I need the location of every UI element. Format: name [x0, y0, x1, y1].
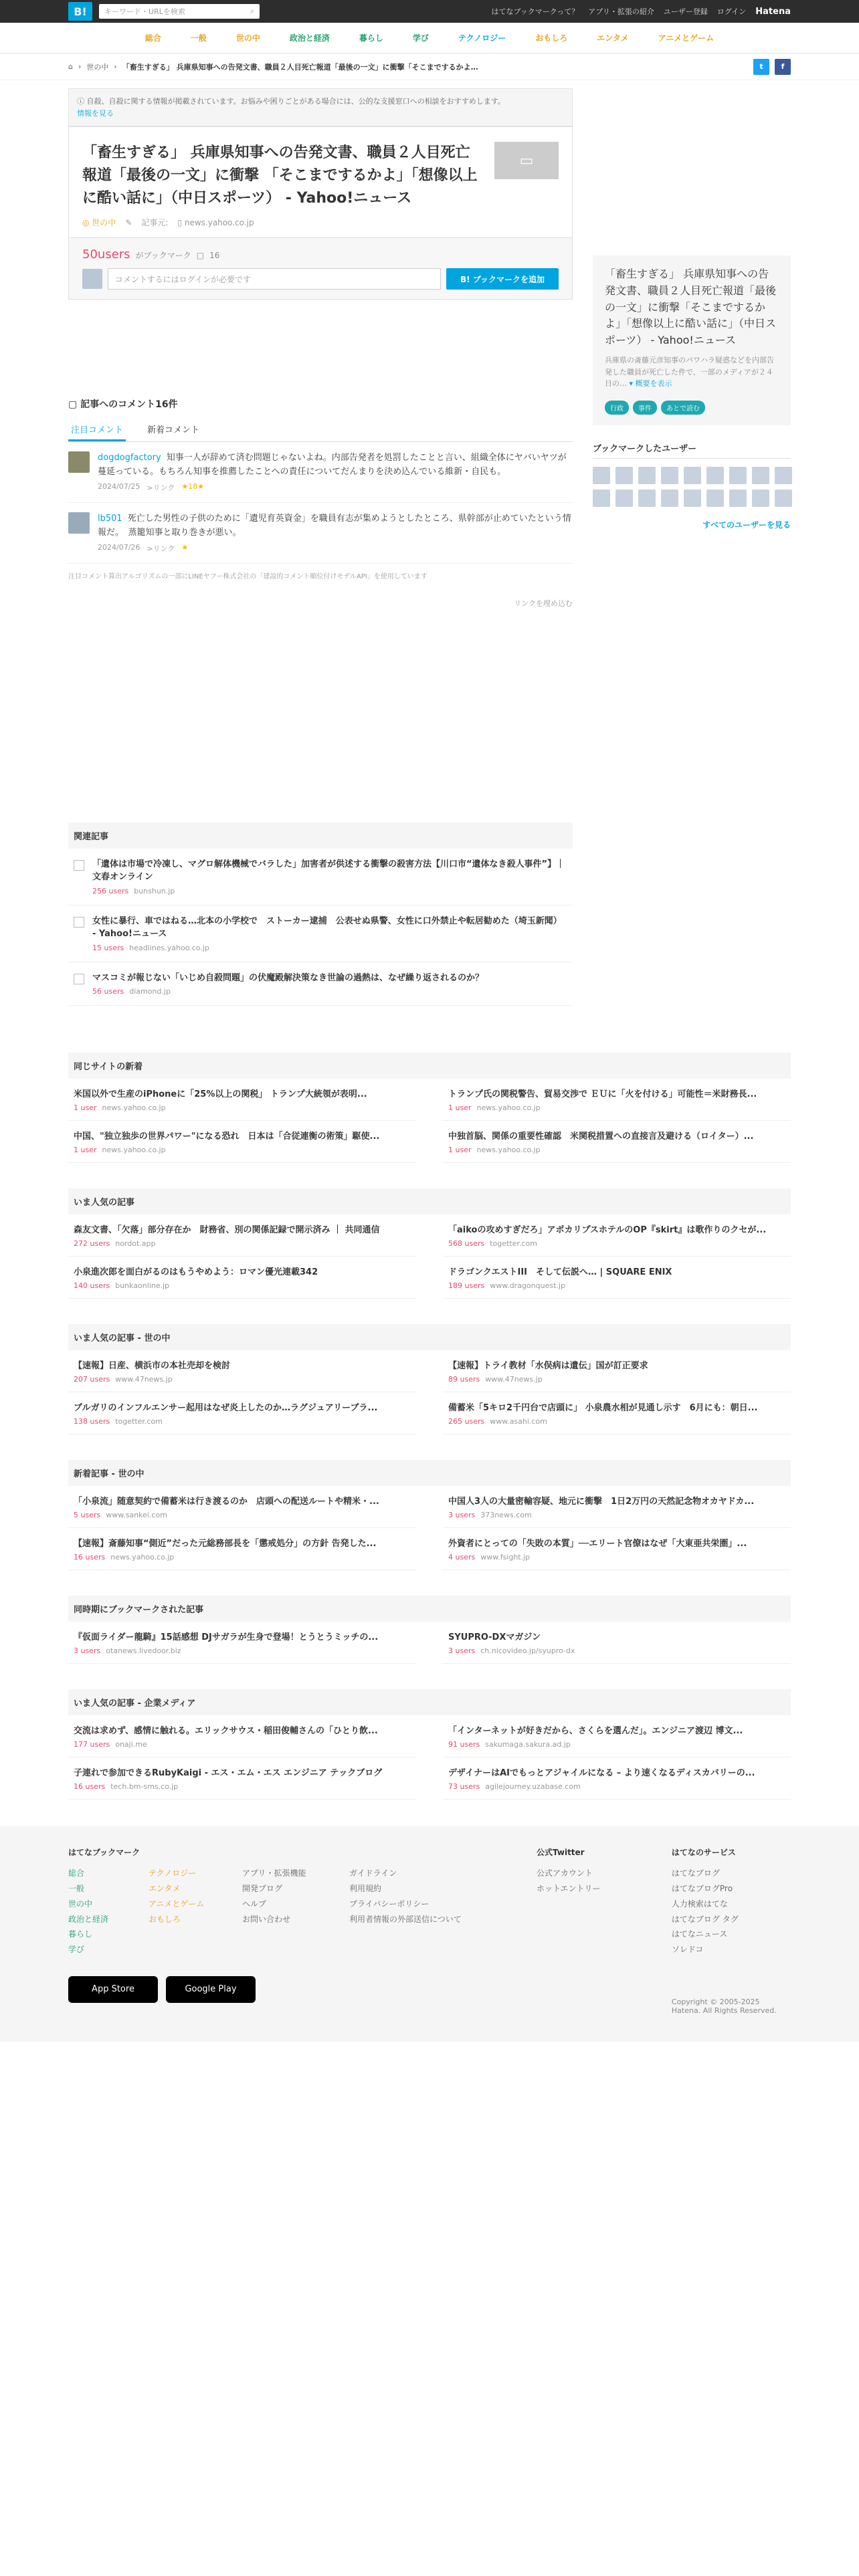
article-title[interactable]: 交流は求めず、感情に触れる。エリックサウス・稲田俊輔さんの「ひとり飲... [74, 1726, 378, 1737]
avatar [82, 269, 102, 289]
avatar[interactable] [638, 490, 656, 507]
bookmark-users-heading: ブックマークしたユーザー [593, 437, 791, 459]
list-item[interactable] [68, 1622, 416, 1664]
footer-link[interactable]: はてなニュース [671, 1929, 728, 1939]
article-title[interactable]: ブルガリのインフルエンサー起用はなぜ炎上したのか…ラグジュアリーブラ... [74, 1403, 378, 1414]
block-heading: いま人気の記事 - 世の中 [68, 1324, 791, 1350]
embed-link[interactable]: リンクを埋め込む [514, 599, 573, 608]
sidebar [593, 88, 791, 1006]
article-block [68, 1324, 791, 1434]
user-count[interactable]: 568 users [448, 1239, 485, 1249]
user-count[interactable]: 16 users [74, 1553, 106, 1562]
article-title[interactable]: 米国以外で生産のiPhoneに「25%以上の関税」 トランプ大統領が表明... [74, 1089, 367, 1100]
article-site: ch.nicovideo.jp/syupro-dx [480, 1646, 575, 1656]
avatar[interactable] [615, 467, 633, 484]
avatar[interactable] [729, 467, 747, 484]
nav-item[interactable]: 世の中 [235, 33, 260, 43]
article-title[interactable]: トランプ氏の関税警告、貿易交渉で ＥＵに「火を付ける」可能性＝米財務長... [448, 1089, 757, 1100]
about-link[interactable]: はてなブックマークって？ [491, 7, 579, 16]
entry-title[interactable]: 「畜生すぎる」 兵庫県知事への告発文書、職員２人目死亡報道「最後の一文」に衝撃 「そこまでするかよ」「想像以上に酷い話に」（中日スポーツ） - Yahoo!ニュース [82, 144, 478, 207]
footer-link[interactable]: ソレドコ [671, 1945, 704, 1955]
hatena-bookmark-logo[interactable]: B! [68, 2, 92, 21]
comment-link[interactable]: >リンク [147, 544, 175, 553]
google-play-button[interactable]: Google Play [166, 1976, 256, 2003]
signup-link[interactable]: ユーザー登録 [663, 7, 708, 16]
site-icon [74, 974, 84, 984]
breadcrumb: ⌂ › 世の中 › 「畜生すぎる」 兵庫県知事への告発文書、職員２人目死亡報道「最後の一文」に衝撃「そこまでするかよ… t f [0, 53, 859, 80]
entry-site[interactable]: ▯ news.yahoo.co.jp [177, 217, 254, 227]
list-item[interactable] [68, 905, 573, 962]
facebook-share-icon[interactable]: f [775, 59, 791, 75]
list-item[interactable] [68, 1350, 416, 1392]
avatar[interactable] [706, 490, 724, 507]
avatar[interactable] [684, 490, 701, 507]
article-site: onaji.me [115, 1740, 147, 1749]
twitter-share-icon[interactable]: t [753, 59, 769, 75]
comments-section [68, 393, 573, 608]
article-title[interactable]: 「インターネットが好きだから、さくらを選んだ」。エンジニア渡辺 博文... [448, 1726, 743, 1737]
user-count[interactable]: 73 users [448, 1782, 480, 1792]
article-site: togetter.com [115, 1417, 163, 1426]
footer-link[interactable]: 学び [68, 1945, 85, 1955]
notice-link[interactable]: 情報を見る [77, 108, 114, 118]
article-title[interactable]: 外資者にとっての「失敗の本質」──エリート官僚はなぜ「大東亜共栄圏」... [448, 1539, 747, 1549]
list-item[interactable] [443, 1079, 791, 1121]
list-item[interactable] [68, 1757, 416, 1800]
home-icon[interactable]: ⌂ [68, 62, 73, 71]
summary-title[interactable]: 「畜生すぎる」 兵庫県知事への告発文書、職員２人目死亡報道「最後の一文」に衝撃「そこまでするかよ」「想像以上に酷い話に」（中日スポーツ） - Yahoo!ニュース [605, 267, 777, 347]
avatar[interactable] [68, 512, 90, 534]
footer-link[interactable]: 世の中 [68, 1899, 93, 1909]
nav-item[interactable]: 暮らし [359, 33, 383, 43]
footer-link[interactable]: おもしろ [149, 1914, 181, 1924]
user-count[interactable]: 1 user [448, 1103, 472, 1113]
footer-link[interactable]: 利用規約 [349, 1883, 382, 1893]
footer-link[interactable]: 利用者情報の外部送信について [349, 1914, 462, 1924]
user-count[interactable]: 3 users [448, 1646, 476, 1656]
footer-heading: 公式Twitter [537, 1848, 585, 1858]
block-heading: 同時期にブックマークされた記事 [68, 1596, 791, 1622]
footer-link[interactable]: はてなブログ [671, 1868, 720, 1879]
avatar[interactable] [775, 467, 792, 484]
comment-input[interactable]: コメントするにはログインが必要です [108, 268, 441, 290]
app-store-button[interactable]: App Store [68, 1976, 158, 2003]
nav-item[interactable]: 一般 [190, 33, 207, 43]
footer-link[interactable]: ガイドライン [349, 1868, 397, 1879]
breadcrumb-category[interactable]: 世の中 [86, 62, 109, 72]
user-count[interactable]: 1 user [74, 1103, 97, 1113]
comment-user[interactable]: lb501 [98, 514, 122, 524]
list-item[interactable] [68, 1528, 416, 1570]
list-item[interactable] [443, 1350, 791, 1392]
user-count[interactable]: 1 user [74, 1146, 97, 1155]
footer-link[interactable]: 一般 [68, 1883, 85, 1893]
top-bar [0, 0, 859, 23]
article-site: www.asahi.com [490, 1417, 547, 1426]
avatar[interactable] [593, 467, 610, 484]
list-item[interactable] [443, 1486, 791, 1528]
star-count[interactable]: ★18★ [181, 482, 205, 492]
avatar[interactable] [593, 490, 610, 507]
all-users-link[interactable]: すべてのユーザーを見る [702, 520, 791, 530]
entry-box [68, 126, 573, 238]
list-item[interactable] [443, 1757, 791, 1800]
avatar[interactable] [752, 490, 769, 507]
article-title[interactable]: 小泉進次郎を面白がるのはもうやめよう：ロマン優光連載342 [74, 1267, 318, 1278]
article-title[interactable]: 【速報】トライ教材「水俣病は遺伝」国が訂正要求 [448, 1361, 648, 1372]
login-link[interactable]: ログイン [717, 7, 747, 16]
footer-link[interactable]: ホットエントリー [537, 1883, 601, 1893]
comment-text: 死亡した男性の子供のために「遺児育英資金」を職員有志が集めようとしたところ、県幹部が止めていたという情報だ。 蒸籠知事と取り巻きが悪い。 [98, 514, 571, 538]
article-site: bunkaonline.jp [115, 1281, 170, 1291]
comment-icon: ▢ [196, 251, 205, 261]
user-count[interactable]: 272 users [74, 1239, 110, 1249]
article-site: news.yahoo.co.jp [476, 1146, 541, 1155]
list-item[interactable] [443, 1622, 791, 1664]
apps-link[interactable]: アプリ・拡張の紹介 [588, 7, 654, 16]
article-title[interactable]: 【速報】斎藤知事“側近”だった元総務部長を「懲戒処分」の方針 告発した... [74, 1539, 377, 1549]
comment-text: 知事一人が辞めて済む問題じゃないよね。内部告発者を処罰したことと言い、組織全体にヤバいヤツが蔓延っている。もちろん知事を推薦したことへの責任についてだんまりを決め込んでいる維新・自民も。 [98, 453, 567, 477]
article-site: news.yahoo.co.jp [110, 1553, 175, 1562]
article-site: news.yahoo.co.jp [102, 1103, 166, 1113]
avatar[interactable] [775, 490, 792, 507]
article-title[interactable]: 備蓄米「5キロ2千円台で店頭に」 小泉農水相が見通し示す 6月にも：朝日... [448, 1403, 758, 1414]
user-count[interactable]: 256 users [92, 886, 129, 895]
footer-heading: はてなブックマーク [68, 1848, 140, 1858]
add-bookmark-button[interactable]: B! ブックマークを追加 [446, 268, 559, 290]
entry-source-label: 記事元: [141, 218, 169, 228]
list-item[interactable] [443, 1257, 791, 1299]
article-block [68, 1188, 791, 1299]
comment-user[interactable]: dogdogfactory [98, 453, 161, 463]
bookmark-count[interactable]: 50users [82, 247, 130, 262]
footer-heading: はてなのサービス [671, 1848, 736, 1858]
site-icon [74, 860, 84, 871]
article-site: tech.bm-sms.co.jp [110, 1782, 179, 1792]
block-heading: いま人気の記事 - 企業メディア [68, 1689, 791, 1715]
top-links [491, 6, 791, 17]
search-input[interactable] [99, 4, 260, 19]
avatar[interactable] [706, 467, 724, 484]
notice-box [68, 88, 573, 126]
list-item[interactable] [443, 1528, 791, 1570]
footer-link[interactable]: アプリ・拡張機能 [242, 1868, 306, 1879]
article-site: www.fsight.jp [480, 1553, 531, 1562]
user-count[interactable]: 3 users [448, 1511, 476, 1520]
article-site: diamond.jp [129, 987, 171, 996]
entry-thumbnail[interactable]: ▭ [494, 142, 559, 179]
summary-text: 兵庫県の斎藤元彦知事のパワハラ疑惑などを内部告発した職員が死亡した件で、一部のメディアが２４日の… [605, 355, 774, 389]
user-count[interactable]: 177 users [74, 1740, 110, 1749]
list-item[interactable] [68, 1079, 416, 1121]
user-count[interactable]: 4 users [448, 1553, 476, 1562]
footer [0, 1826, 859, 2042]
article-title[interactable]: 女性に暴行、車ではねる…北本の小学校で ストーカー逮捕 公表せぬ県警、女性に口外禁止や転居勧めた（埼玉新聞） - Yahoo!ニュース [92, 916, 562, 940]
article-title[interactable]: 中国、"独立独歩の世界パワー"になる恐れ 日本は「合従連衡の術策」駆使... [74, 1132, 380, 1142]
list-item[interactable] [68, 1715, 416, 1757]
main-column [68, 88, 573, 1006]
nav-item[interactable]: テクノロジー [458, 33, 506, 43]
comments-heading: ▢ 記事へのコメント16件 [68, 399, 178, 411]
article-site: news.yahoo.co.jp [476, 1103, 541, 1113]
article-site: togetter.com [490, 1239, 537, 1249]
article-site: otanews.livedoor.biz [106, 1646, 181, 1656]
info-icon: ⓘ [77, 97, 87, 106]
tag[interactable]: 事件 [633, 401, 657, 415]
avatar[interactable] [615, 490, 633, 507]
user-count[interactable]: 89 users [448, 1375, 480, 1384]
star-count[interactable]: ★ [181, 542, 189, 552]
user-count[interactable]: 3 users [74, 1646, 101, 1656]
list-item[interactable] [443, 1715, 791, 1757]
article-site: www.47news.jp [485, 1375, 543, 1384]
user-count[interactable]: 138 users [74, 1417, 110, 1426]
related-heading: 関連記事 [68, 823, 573, 849]
list-item[interactable] [68, 1257, 416, 1299]
footer-link[interactable]: はてなブログ タグ [671, 1914, 739, 1924]
user-count[interactable]: 15 users [92, 943, 124, 952]
block-heading: いま人気の記事 [68, 1188, 791, 1214]
list-item[interactable] [443, 1121, 791, 1163]
article-title[interactable]: 【速報】日産、横浜市の本社売却を検討 [74, 1361, 231, 1372]
article-site: news.yahoo.co.jp [102, 1146, 166, 1155]
user-count[interactable]: 91 users [448, 1740, 480, 1749]
footer-link[interactable]: 開発ブログ [242, 1883, 283, 1893]
nav-item[interactable]: 総合 [145, 33, 161, 43]
article-title[interactable]: デザイナーはAIでもっとアジャイルになる – より速くなるディスカバリーの... [448, 1768, 755, 1779]
tag[interactable]: 行政 [605, 401, 629, 415]
article-title[interactable]: 「aikoの攻めすぎだろ」アポカリプスホテルのOP『skirt』は歌作りのクセが... [448, 1225, 767, 1236]
article-title[interactable]: 森友文書、「欠落」部分存在か 財務省、別の関係記録で開示済み ｜ 共同通信 [74, 1225, 380, 1236]
avatar[interactable] [729, 490, 747, 507]
article-block [68, 1460, 791, 1570]
avatar[interactable] [752, 467, 769, 484]
site-icon [74, 917, 84, 928]
footer-link[interactable]: 暮らし [68, 1929, 93, 1939]
tab-popular-comments[interactable]: 注目コメント [68, 419, 126, 441]
comment-date[interactable]: 2024/07/25 [98, 482, 140, 492]
user-count[interactable]: 5 users [74, 1511, 101, 1520]
bookmark-box [68, 238, 573, 300]
bookmark-label: がブックマーク [135, 251, 191, 261]
list-item[interactable] [68, 1214, 416, 1257]
footer-link[interactable]: テクノロジー [149, 1868, 197, 1879]
avatar[interactable] [638, 467, 656, 484]
article-block [68, 1596, 791, 1664]
article-block [68, 1053, 791, 1163]
article-title[interactable]: 『仮面ライダー龍騎』15話感想 DJサガラが生身で登場！とうとうミッチの... [74, 1632, 379, 1643]
avatar[interactable] [68, 451, 90, 473]
user-count[interactable]: 189 users [448, 1281, 485, 1291]
footer-link[interactable]: 政治と経済 [68, 1914, 109, 1924]
user-count[interactable]: 207 users [74, 1375, 110, 1384]
footer-link[interactable]: ヘルプ [242, 1899, 267, 1909]
article-site: www.47news.jp [115, 1375, 173, 1384]
nav-item[interactable]: 政治と経済 [289, 33, 330, 43]
article-site: 373news.com [480, 1511, 532, 1520]
article-site: bunshun.jp [134, 886, 175, 895]
article-site: nordot.app [115, 1239, 156, 1249]
comment-count: 16 [209, 251, 220, 261]
block-heading: 新着記事 - 世の中 [68, 1460, 791, 1486]
article-title[interactable]: 子連れで参加できるRubyKaigi - エス・エム・エス エンジニア テックブログ [74, 1768, 383, 1779]
entry-summary-card [593, 255, 791, 425]
footer-link[interactable]: 人力検索はてな [671, 1899, 728, 1909]
article-title[interactable]: SYUPRO-DXマガジン [448, 1632, 541, 1643]
bookmark-user-avatars [593, 467, 791, 507]
entry-category[interactable]: ◎ 世の中 [82, 218, 116, 228]
list-item[interactable] [68, 849, 573, 905]
user-count[interactable]: 16 users [74, 1782, 106, 1792]
list-item[interactable] [68, 1486, 416, 1528]
block-heading: 同じサイトの新着 [68, 1053, 791, 1079]
avatar[interactable] [661, 490, 678, 507]
comment-date[interactable]: 2024/07/26 [98, 542, 140, 552]
user-count[interactable]: 265 users [448, 1417, 485, 1426]
search-icon[interactable]: ⌕ [250, 7, 254, 15]
tab-new-comments[interactable]: 新着コメント [147, 425, 200, 436]
tag[interactable]: あとで読む [661, 401, 705, 415]
user-count[interactable]: 140 users [74, 1281, 110, 1291]
article-site: sakumaga.sakura.ad.jp [485, 1740, 571, 1749]
article-site: www.dragonquest.jp [490, 1281, 565, 1291]
list-item[interactable] [68, 962, 573, 1006]
list-item[interactable] [68, 1121, 416, 1163]
article-title[interactable]: 中独首脳、関係の重要性確認 米関税措置への直接言及避ける（ロイター）... [448, 1132, 754, 1142]
search-placeholder: キーワード・URLを検索 [104, 7, 185, 16]
breadcrumb-title: 「畜生すぎる」 兵庫県知事への告発文書、職員２人目死亡報道「最後の一文」に衝撃「そこまでするかよ… [122, 62, 478, 72]
user-count[interactable]: 1 user [448, 1146, 472, 1155]
nav-item[interactable]: おもしろ [535, 33, 568, 43]
nav-item[interactable]: アニメとゲーム [658, 33, 714, 43]
nav-item[interactable]: エンタメ [597, 33, 629, 43]
article-site: headlines.yahoo.co.jp [129, 943, 209, 952]
list-item[interactable] [443, 1392, 791, 1434]
article-title[interactable]: ドラゴンクエストIII そして伝説へ… | SQUARE ENIX [448, 1267, 672, 1278]
lower-sections [68, 1053, 791, 1800]
hatena-logo[interactable]: Hatena [755, 6, 791, 17]
article-title[interactable]: 中国人3人の大量密輸容疑、地元に衝撃 1日2万円の天然記念物オカヤドカ... [448, 1497, 755, 1507]
article-site: www.sankei.com [106, 1511, 167, 1520]
footer-link[interactable]: アニメとゲーム [149, 1899, 205, 1909]
notice-text: 自殺、自殺に関する情報が掲載されています。お悩みや困りごとがある場合には、公的な支援窓口への相談をおすすめします。 [86, 97, 505, 106]
avatar[interactable] [684, 467, 701, 484]
edit-icon[interactable]: ✎ [125, 217, 132, 227]
article-title[interactable]: 「遺体は市場で冷凍し、マグロ解体機械でバラした」加害者が供述する衝撃の殺害方法【川口市“遺体なき殺人事件”】｜文春オンライン [92, 859, 565, 883]
show-summary-link[interactable]: ▾ 概要を表示 [629, 379, 672, 389]
avatar[interactable] [661, 467, 678, 484]
footer-link[interactable]: はてなブログPro [671, 1883, 733, 1893]
footer-link[interactable]: エンタメ [149, 1883, 181, 1893]
related-articles [68, 823, 573, 1006]
nav-item[interactable]: 学び [412, 33, 429, 43]
list-item[interactable] [443, 1214, 791, 1257]
article-site: agilejourney.uzabase.com [485, 1782, 581, 1792]
comment-link[interactable]: >リンク [147, 484, 175, 493]
footer-link[interactable]: 公式アカウント [537, 1868, 593, 1879]
footer-link[interactable]: プライバシーポリシー [349, 1899, 430, 1909]
article-block [68, 1689, 791, 1800]
article-title[interactable]: 「小泉流」随意契約で備蓄米は行き渡るのか 店頭への配送ルートや精米・... [74, 1497, 379, 1507]
category-nav [0, 23, 859, 53]
footer-link[interactable]: お問い合わせ [242, 1914, 291, 1924]
article-title[interactable]: マスコミが報じない「いじめ自殺問題」の伏魔殿解決策なき世論の過熱は、なぜ繰り返されるのか？ [92, 972, 484, 983]
comment-item [68, 442, 573, 503]
list-item[interactable] [68, 1392, 416, 1434]
footer-link[interactable]: 総合 [68, 1868, 85, 1879]
copyright: Copyright © 2005-2025 Hatena. All Rights Reserved. [671, 1997, 777, 2015]
user-count[interactable]: 56 users [92, 987, 124, 996]
comment-algorithm-note: 注目コメント算出アルゴリズムの一部にLINEヤフー株式会社の「建設的コメント順位付けモデルAPI」を使用しています [68, 572, 427, 580]
comment-item [68, 503, 573, 564]
